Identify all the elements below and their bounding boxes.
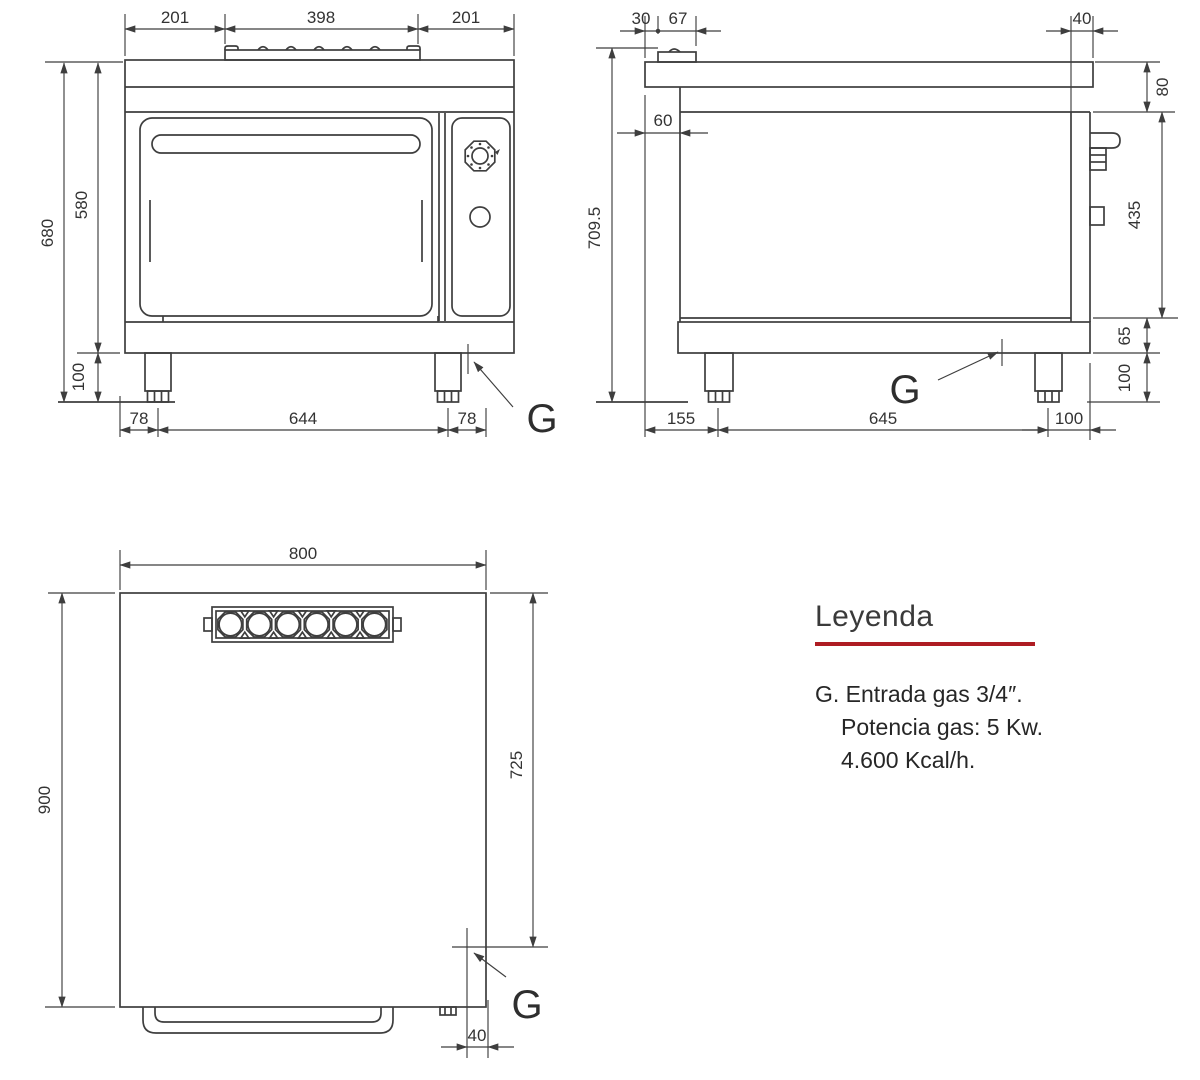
dim-label: 644 (288, 409, 318, 428)
gas-inlet-label: G (511, 983, 543, 1027)
dim-label: 78 (457, 409, 477, 428)
dim-label: 60 (653, 111, 673, 130)
side-gas-connection (1090, 133, 1120, 225)
side-right-dimensions (1087, 62, 1178, 402)
plan-depth-dimension (35, 593, 115, 1007)
ignition-button (470, 207, 490, 227)
front-view (38, 8, 558, 441)
legend (815, 600, 1135, 777)
dim-label: 30 (631, 9, 651, 28)
front-left-dimensions (38, 62, 123, 402)
dim-label: 100 (1115, 363, 1134, 393)
front-body (125, 60, 514, 353)
gas-inlet-label: G (889, 368, 921, 412)
plan-body (120, 593, 486, 1007)
front-top-dimensions (125, 8, 514, 56)
dim-label: 580 (72, 190, 91, 220)
side-view (585, 9, 1178, 440)
front-burner-grate (225, 46, 420, 60)
oven-door-handle (152, 135, 420, 153)
legend-body (815, 678, 1135, 777)
dim-label: 201 (451, 8, 481, 27)
oven-door (140, 118, 432, 316)
dim-label: 65 (1115, 326, 1134, 346)
dim-label: 680 (38, 218, 57, 248)
side-top-dimensions (620, 9, 1118, 112)
plan-gas-callout (474, 953, 543, 1027)
dim-label: 40 (1072, 9, 1092, 28)
dim-label: 78 (129, 409, 149, 428)
legend-entry: G. Entrada gas 3/4″. (815, 681, 1023, 707)
plan-burner-grate (204, 607, 401, 642)
plan-gas-stub (440, 1007, 456, 1015)
dim-label: 201 (160, 8, 190, 27)
side-burner-grate (658, 52, 696, 62)
control-knob (465, 141, 500, 171)
dim-label: 155 (666, 409, 696, 428)
legend-entry: Potencia gas: 5 Kw. (841, 714, 1044, 740)
dim-label: 800 (288, 544, 318, 563)
side-body (645, 49, 1093, 353)
front-gas-callout (468, 344, 558, 441)
plan-width-dimension (120, 544, 486, 590)
plan-view (35, 544, 548, 1058)
side-legs (596, 353, 1062, 402)
legend-entry: 4.600 Kcal/h. (841, 747, 976, 773)
side-plinth (678, 322, 1090, 353)
side-gas-callout (889, 339, 1002, 412)
dim-label: 435 (1125, 200, 1144, 230)
dim-label: 725 (507, 750, 526, 780)
side-worktop (645, 62, 1093, 87)
legend-red-underline (815, 642, 1035, 646)
side-inset-dimension (617, 95, 708, 437)
gas-inlet-label: G (526, 397, 558, 441)
dim-label: 67 (668, 9, 688, 28)
dim-label: 100 (1054, 409, 1084, 428)
legend-title: Leyenda (815, 600, 934, 633)
dim-label: 900 (35, 785, 54, 815)
side-height-dimension (585, 48, 658, 402)
dim-label: 40 (467, 1026, 487, 1045)
dim-label: 100 (69, 362, 88, 392)
plan-door-handle (143, 1007, 393, 1033)
dim-label: 709.5 (585, 206, 604, 250)
plan-gas-offset-dimension (452, 593, 548, 947)
dim-label: 645 (868, 409, 898, 428)
control-panel (439, 113, 510, 321)
front-legs (58, 353, 461, 402)
dim-label: 398 (306, 8, 336, 27)
dim-label: 80 (1153, 77, 1172, 97)
